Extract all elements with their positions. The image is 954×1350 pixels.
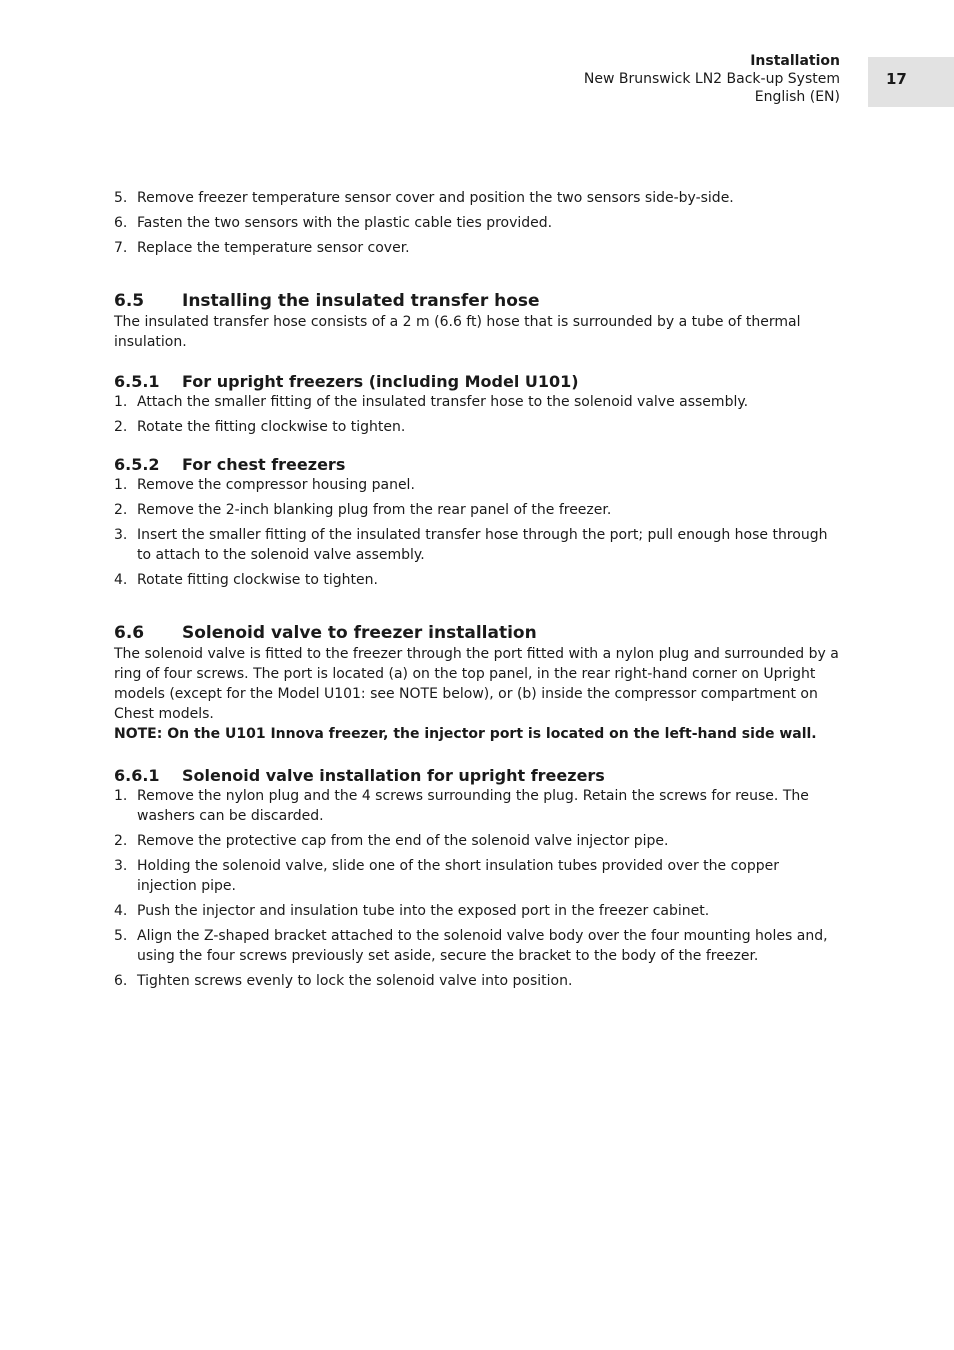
step-text: Remove the compressor housing panel. bbox=[137, 477, 415, 493]
upright-hose-step-list bbox=[114, 392, 840, 437]
step-text: Align the Z-shaped bracket attached to the solenoid valve body over the four mounting holes and, using the four screws previously set aside, secure the bracket to the body of the freezer. bbox=[137, 928, 828, 964]
section-number: 6.5.1 bbox=[114, 372, 160, 391]
section-title: For chest freezers bbox=[182, 455, 346, 474]
section-number: 6.5 bbox=[114, 291, 145, 311]
section-heading-6-5 bbox=[114, 290, 840, 312]
header-section-title: Installation bbox=[750, 53, 840, 69]
section-heading-6-6 bbox=[114, 622, 840, 644]
step-number: 6. bbox=[114, 215, 128, 231]
step-text: Holding the solenoid valve, slide one of the short insulation tubes provided over the copper injection pipe. bbox=[137, 858, 779, 894]
step-text: Remove the nylon plug and the 4 screws surrounding the plug. Retain the screws for reuse. The washers can be discarded. bbox=[137, 788, 809, 824]
step-number: 4. bbox=[114, 903, 128, 919]
section-heading-6-5-2 bbox=[114, 455, 840, 475]
list-item bbox=[114, 570, 840, 590]
step-number: 4. bbox=[114, 572, 128, 588]
section-title: Solenoid valve installation for upright freezers bbox=[182, 766, 605, 785]
step-number: 2. bbox=[114, 419, 128, 435]
section-heading-6-6-1 bbox=[114, 766, 840, 786]
step-number: 2. bbox=[114, 502, 128, 518]
list-item bbox=[114, 188, 840, 208]
step-number: 5. bbox=[114, 928, 128, 944]
step-number: 1. bbox=[114, 477, 128, 493]
page-content bbox=[114, 188, 840, 996]
step-number: 1. bbox=[114, 788, 128, 804]
header-language: English (EN) bbox=[754, 89, 840, 105]
step-text: Remove the protective cap from the end of the solenoid valve injector pipe. bbox=[137, 833, 669, 849]
step-number: 3. bbox=[114, 527, 128, 543]
step-text: Rotate fitting clockwise to tighten. bbox=[137, 572, 378, 588]
list-item bbox=[114, 238, 840, 258]
list-item bbox=[114, 500, 840, 520]
step-text: Remove the 2-inch blanking plug from the rear panel of the freezer. bbox=[137, 502, 612, 518]
list-item bbox=[114, 213, 840, 233]
header-product-name: New Brunswick LN2 Back-up System bbox=[583, 71, 840, 87]
intro-step-list bbox=[114, 188, 840, 258]
step-number: 2. bbox=[114, 833, 128, 849]
step-text: Fasten the two sensors with the plastic cable ties provided. bbox=[137, 215, 553, 231]
section-heading-6-5-1 bbox=[114, 372, 840, 392]
step-text: Push the injector and insulation tube into the exposed port in the freezer cabinet. bbox=[137, 903, 710, 919]
section-number: 6.6.1 bbox=[114, 766, 160, 785]
step-text: Replace the temperature sensor cover. bbox=[137, 240, 410, 256]
chest-hose-step-list bbox=[114, 475, 840, 590]
section-title: For upright freezers (including Model U101) bbox=[182, 372, 579, 391]
page-number-tab bbox=[868, 57, 954, 107]
page-number: 17 bbox=[886, 70, 907, 88]
section-title: Solenoid valve to freezer installation bbox=[182, 623, 537, 643]
step-text: Rotate the fitting clockwise to tighten. bbox=[137, 419, 406, 435]
step-number: 7. bbox=[114, 240, 128, 256]
section-number: 6.6 bbox=[114, 623, 145, 643]
step-text: Tighten screws evenly to lock the solenoid valve into position. bbox=[137, 973, 573, 989]
list-item bbox=[114, 525, 840, 565]
solenoid-install-step-list bbox=[114, 786, 840, 991]
list-item bbox=[114, 417, 840, 437]
section-body-6-5: The insulated transfer hose consists of a 2 m (6.6 ft) hose that is surrounded by a tube of thermal insulation. bbox=[114, 314, 801, 350]
step-text: Remove freezer temperature sensor cover and position the two sensors side-by-side. bbox=[137, 190, 734, 206]
list-item bbox=[114, 392, 840, 412]
list-item bbox=[114, 786, 840, 826]
step-text: Insert the smaller fitting of the insulated transfer hose through the port; pull enough hose through to attach to the solenoid valve assembly. bbox=[137, 527, 828, 563]
list-item bbox=[114, 831, 840, 851]
section-body-6-6: The solenoid valve is fitted to the freezer through the port fitted with a nylon plug and surrounded by a ring of four screws. The port is located (a) on the top panel, in the rear right-hand corner on Upright models (except for the Model U101: see NOTE below), or (b) inside the compressor compartment on Chest models. bbox=[114, 646, 839, 722]
step-number: 3. bbox=[114, 858, 128, 874]
step-text: Attach the smaller fitting of the insulated transfer hose to the solenoid valve assembly. bbox=[137, 394, 749, 410]
running-header bbox=[584, 52, 840, 106]
section-title: Installing the insulated transfer hose bbox=[182, 291, 540, 311]
note-u101: NOTE: On the U101 Innova freezer, the injector port is located on the left-hand side wall. bbox=[114, 726, 817, 742]
list-item bbox=[114, 475, 840, 495]
list-item bbox=[114, 901, 840, 921]
list-item bbox=[114, 971, 840, 991]
step-number: 1. bbox=[114, 394, 128, 410]
step-number: 5. bbox=[114, 190, 128, 206]
list-item bbox=[114, 926, 840, 966]
section-number: 6.5.2 bbox=[114, 455, 160, 474]
step-number: 6. bbox=[114, 973, 128, 989]
list-item bbox=[114, 856, 840, 896]
